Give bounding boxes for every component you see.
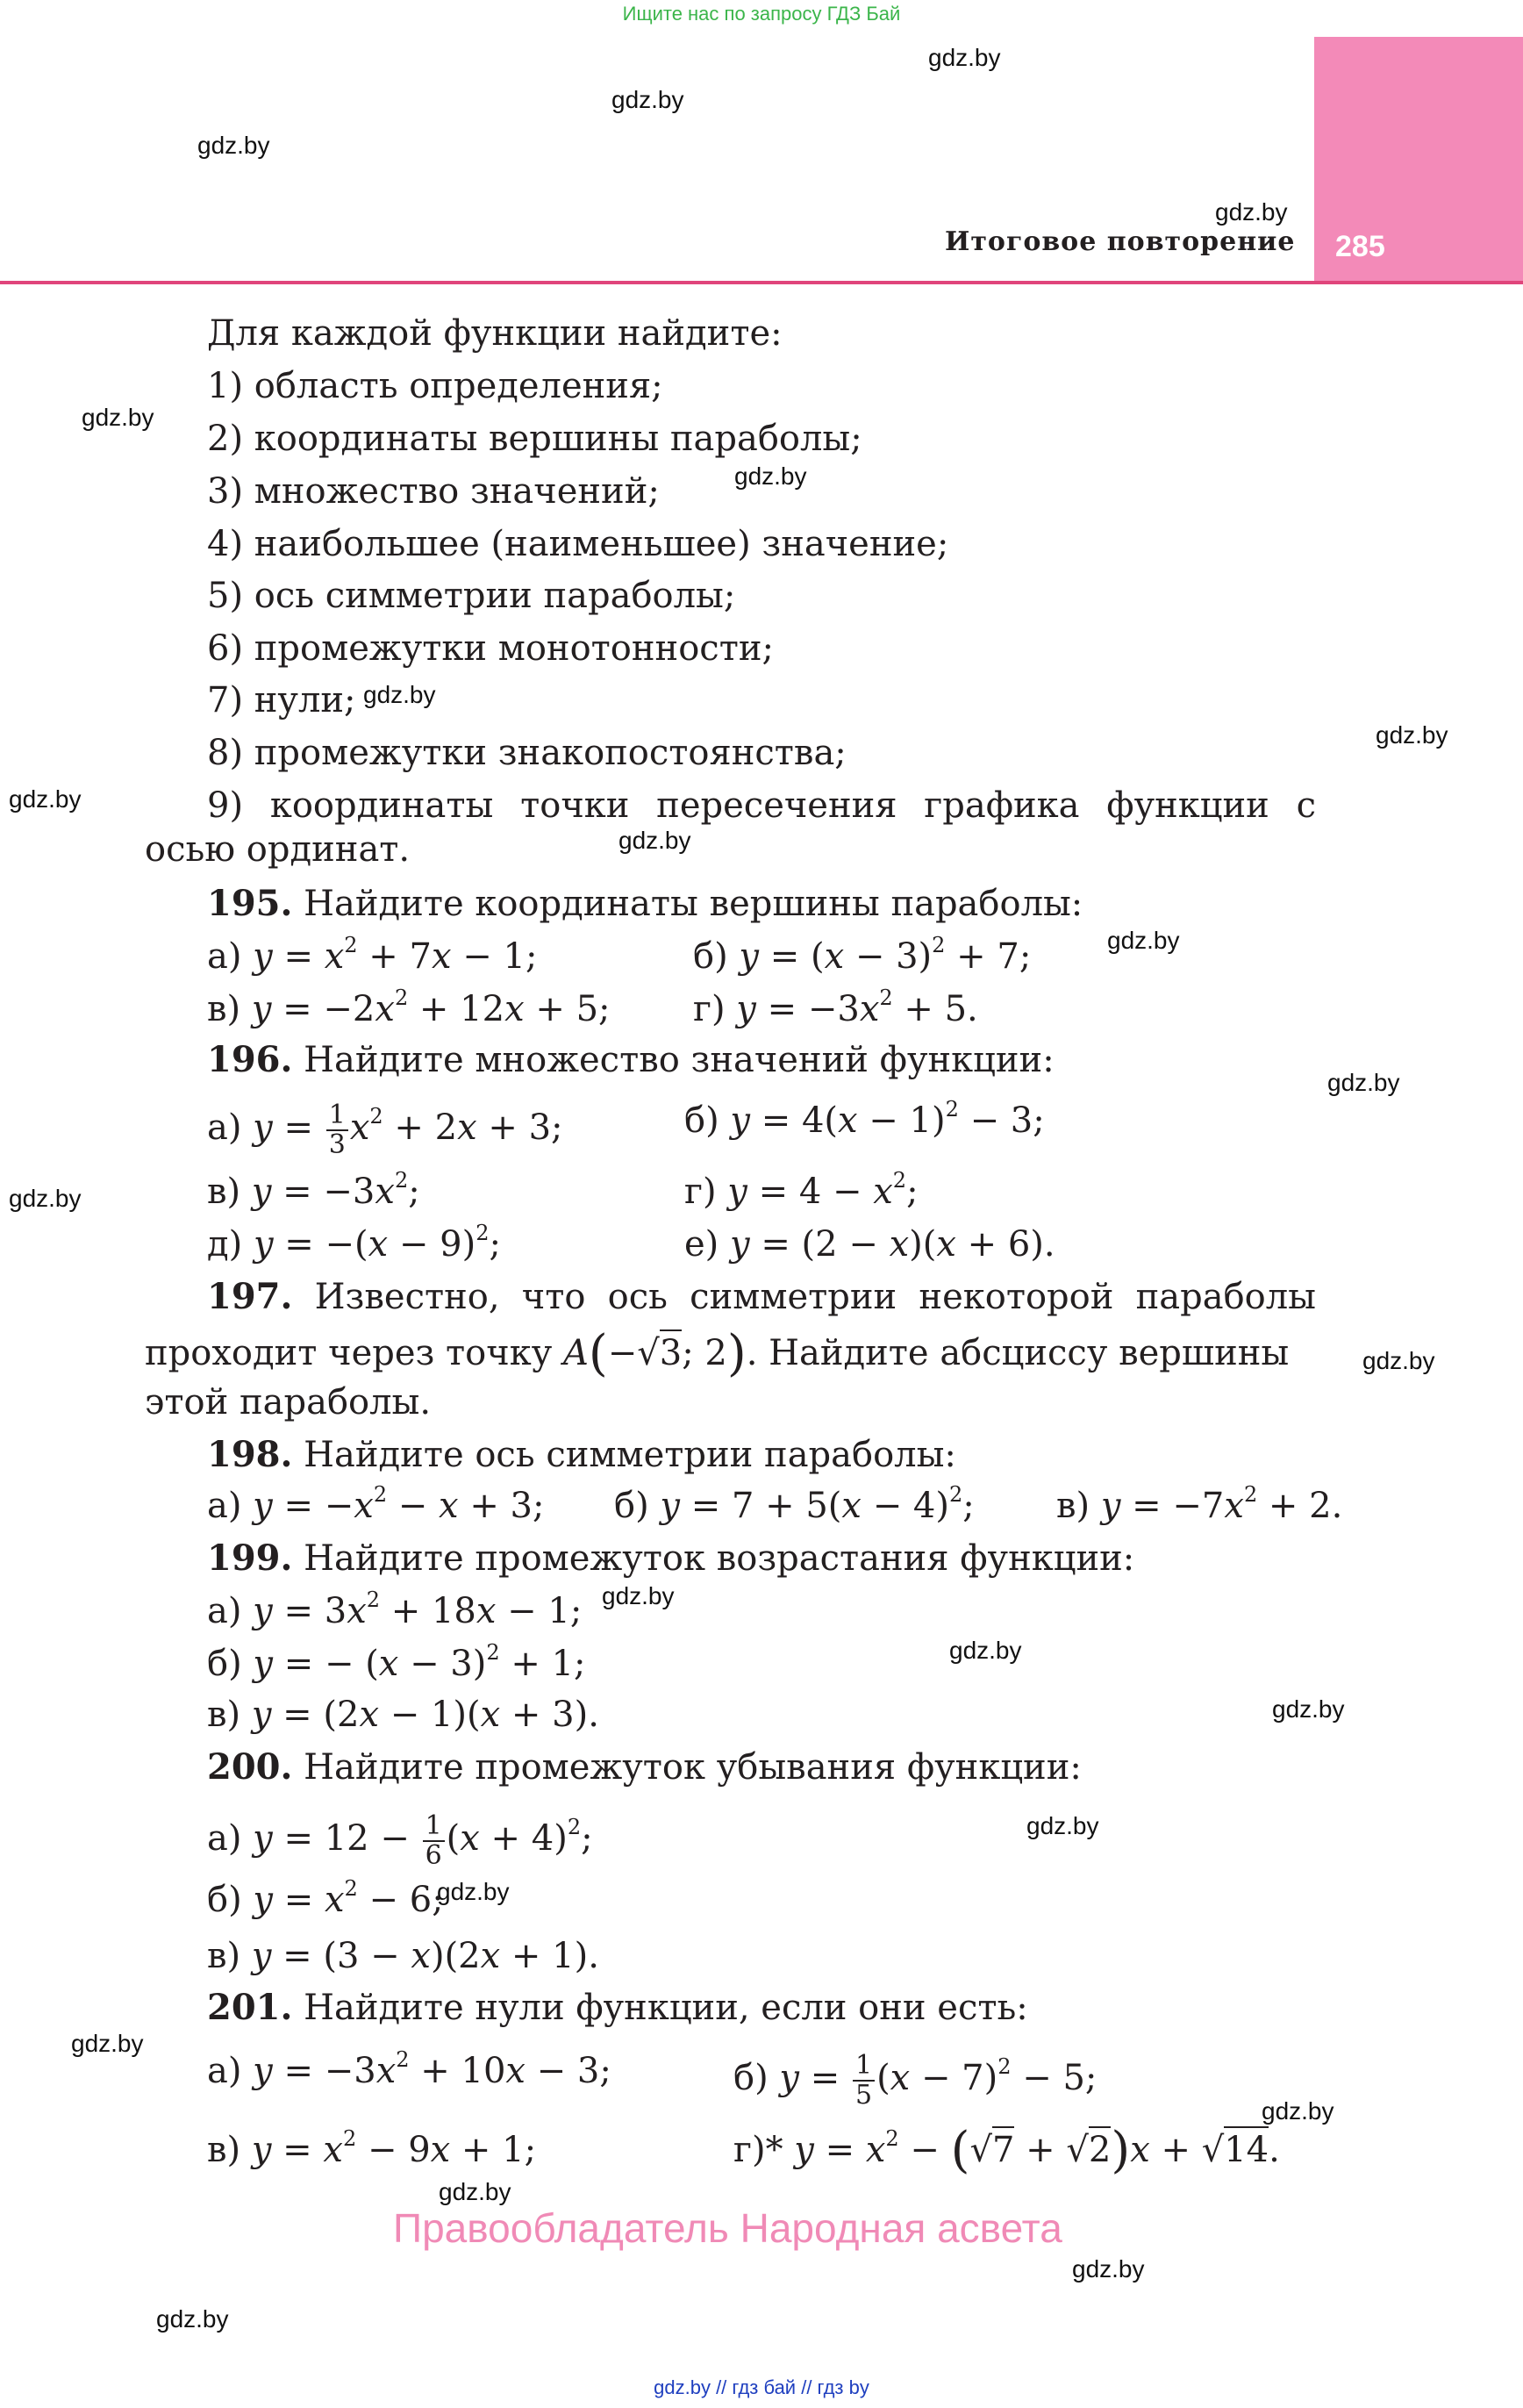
problem-number: 201.	[207, 1987, 293, 2028]
watermark: gdz.by	[437, 1878, 510, 1905]
page-number: 285	[1335, 230, 1385, 263]
intro-heading: Для каждой функции найдите:	[207, 313, 783, 354]
section-title: Итоговое повторение	[945, 226, 1296, 257]
problem-text: Найдите множество значений функции:	[304, 1040, 1055, 1080]
formula: г)* $y = x^2 - (√7 + √2)x + √14$.	[733, 2122, 1280, 2179]
watermark: gdz.by	[949, 1637, 1022, 1664]
fraction: $\frac{1}{6}$	[423, 1812, 445, 1870]
watermark: gdz.by	[1262, 2097, 1334, 2125]
intro-item: 6) промежутки монотонности;	[207, 628, 774, 669]
formula: а) y = $\frac{1}{3}$ $x^2 + 2x + 3$;	[207, 1100, 563, 1160]
watermark: gdz.by	[1072, 2255, 1145, 2283]
formula: в) y = (3 − x)(2x + 1).	[207, 1936, 599, 1976]
formula: в) $y = -2x^2 + 12x + 5$;	[207, 985, 611, 1029]
intro-item: 2) координаты вершины параболы;	[207, 419, 862, 459]
problem-text: Найдите нули функции, если они есть:	[304, 1988, 1028, 2028]
intro-item: 4) наибольшее (наименьшее) значение;	[207, 524, 949, 564]
problem-number: 198.	[207, 1434, 293, 1475]
problem-text: Известно, что ось симметрии некоторой параболы	[314, 1277, 1317, 1317]
intro-item: 9) координаты точки пересечения графика функции с	[207, 785, 1316, 826]
watermark: gdz.by	[71, 2030, 144, 2057]
fraction: $\frac{1}{5}$	[853, 2052, 875, 2110]
formula: б) $y = 7 + 5(x - 4)^2$;	[614, 1482, 975, 1526]
problem-number: 199.	[207, 1537, 293, 1579]
formula: в) $y = x^2 - 9x + 1$;	[207, 2126, 537, 2170]
formula: а) $y = -x^2 - x + 3$;	[207, 1482, 545, 1526]
intro-item: 3) множество значений;	[207, 471, 660, 512]
footer-links: gdz.by // гдз бай // гдз by	[654, 2376, 869, 2398]
problem-number: 200.	[207, 1746, 293, 1788]
watermark: gdz.by	[363, 681, 436, 708]
formula: б) $y = x^2 - 6$;	[207, 1876, 444, 1920]
intro-item: 1) область определения;	[207, 366, 663, 406]
watermark: gdz.by	[602, 1582, 675, 1609]
watermark: gdz.by	[197, 132, 270, 159]
watermark: gdz.by	[439, 2178, 511, 2205]
problem-text: Найдите промежуток возрастания функции:	[304, 1538, 1135, 1579]
watermark: gdz.by	[734, 462, 807, 490]
formula: а) $y = -3x^2 + 10x - 3$;	[207, 2047, 611, 2091]
watermark: gdz.by	[1107, 927, 1180, 954]
intro-item: 8) промежутки знакопостоянства;	[207, 733, 847, 773]
formula: в) $y = -7x^2 + 2$.	[1056, 1482, 1343, 1526]
problem-199	[207, 1539, 1134, 1578]
watermark: gdz.by	[1362, 1347, 1435, 1374]
formula: б) y = − $(x - 3)^2 + 1$;	[207, 1640, 586, 1684]
watermark: gdz.by	[1215, 198, 1288, 226]
problem-197	[207, 1278, 1316, 1316]
problem-text: Найдите промежуток убывания функции:	[304, 1747, 1082, 1788]
watermark: gdz.by	[618, 827, 691, 854]
intro-item: 7) нули;	[207, 680, 356, 720]
watermark: gdz.by	[9, 785, 82, 813]
top-note: Ищите нас по запросу ГДЗ Бай	[622, 3, 901, 25]
problem-text: Найдите ось симметрии параболы:	[304, 1435, 956, 1475]
watermark: gdz.by	[156, 2305, 229, 2333]
formula: а) y = 12 − $\frac{1}{6}$ $(x + 4)^2$;	[207, 1810, 593, 1871]
formula: а) $y = x^2 + 7x - 1$;	[207, 933, 538, 977]
header-rule	[0, 281, 1523, 284]
formula: в) $y = -3x^2$;	[207, 1168, 420, 1212]
watermark: gdz.by	[1272, 1695, 1345, 1723]
intro-item: 5) ось симметрии параболы;	[207, 576, 736, 616]
copyright-notice: Правообладатель Народная асвета	[393, 2205, 1062, 2251]
formula: а) $y = 3x^2 + 18x - 1$;	[207, 1587, 583, 1631]
formula: г) $y = -3x^2 + 5$.	[693, 985, 978, 1029]
watermark: gdz.by	[1327, 1069, 1400, 1096]
problem-text: Найдите координаты вершины параболы:	[304, 884, 1083, 924]
formula: б) $y = 4(x - 1)^2 - 3$;	[684, 1097, 1045, 1141]
problem-197-line2: проходит через точку A(−√3; 2). Найдите абсциссу вершины	[145, 1325, 1290, 1382]
problem-200	[207, 1748, 1082, 1787]
watermark: gdz.by	[611, 86, 684, 113]
formula: б) y = $\frac{1}{5}$ $(x - 7)^2 - 5$;	[733, 2050, 1098, 2111]
problem-195	[207, 885, 1083, 923]
watermark: gdz.by	[928, 44, 1001, 71]
problem-number: 197.	[207, 1276, 293, 1317]
problem-196	[207, 1041, 1055, 1079]
problem-number: 196.	[207, 1039, 293, 1080]
formula: в) y = (2x − 1)(x + 3).	[207, 1695, 599, 1735]
watermark: gdz.by	[82, 404, 154, 431]
problem-201	[207, 1989, 1028, 2027]
formula: е) y = (2 − x)(x + 6).	[684, 1224, 1055, 1265]
fraction: $\frac{1}{3}$	[326, 1101, 348, 1159]
problem-197-line3: этой параболы.	[145, 1382, 432, 1423]
formula: д) $y = -(x - 9)^2$;	[207, 1221, 501, 1265]
watermark: gdz.by	[1376, 721, 1448, 749]
problem-number: 195.	[207, 883, 293, 924]
watermark: gdz.by	[9, 1185, 82, 1212]
formula: г) $y = 4 - x^2$;	[684, 1168, 919, 1212]
formula: б) $y = (x - 3)^2 + 7$;	[693, 933, 1032, 977]
problem-198	[207, 1436, 956, 1474]
intro-item: осью ординат.	[145, 829, 411, 870]
watermark: gdz.by	[1026, 1812, 1099, 1839]
